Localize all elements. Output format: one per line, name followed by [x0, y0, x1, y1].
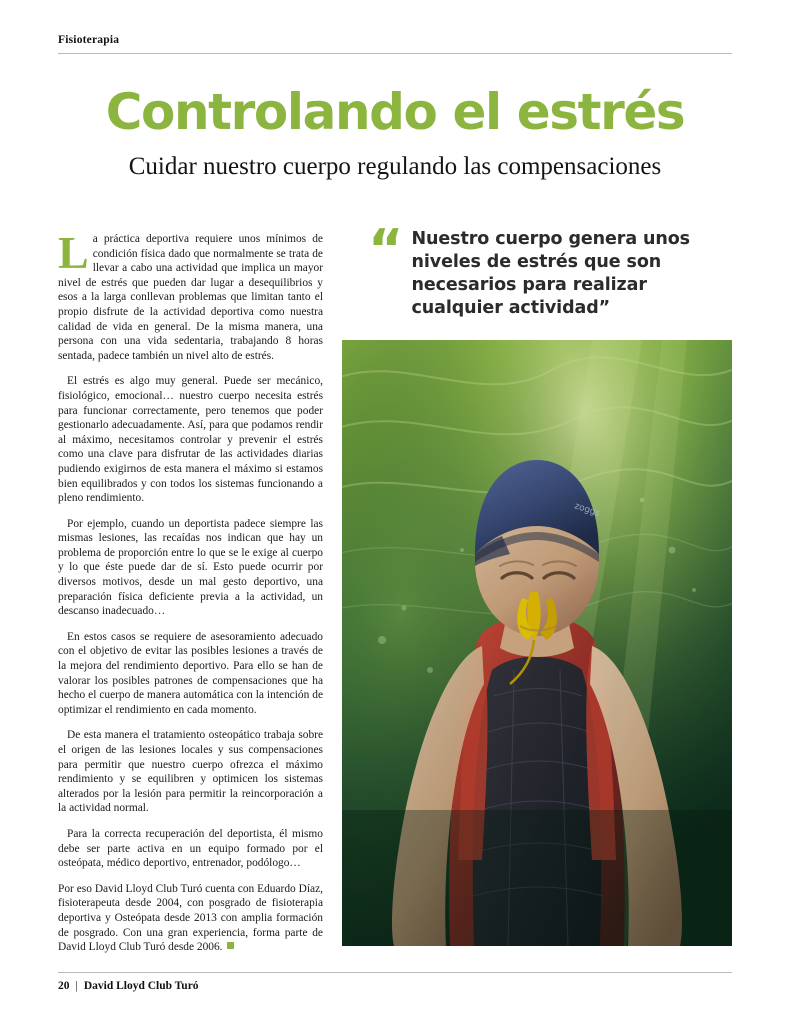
page-header	[58, 34, 732, 54]
end-mark-square	[227, 942, 234, 949]
body-paragraph-5: De esta manera el tratamiento osteopático trabaja sobre el origen de las lesiones locales y sus compensaciones para permitir que nuestro cuerpo ofrezca el máximo rendimiento y se equilibren y optimicen los sistemas alterados por la lesión para permitir la reincorporación a la actividad normal.	[58, 729, 323, 815]
page-footer	[58, 972, 732, 992]
body-paragraph-4: En estos casos se requiere de asesoramiento adecuado con el objetivo de evitar las posibles lesiones a través de la mejora del rendimiento deportivo. Para ello se han de valorar los posibles patrones de compensaciones que ha hecho el cuerpo de manera automática con la intención de optimizar el rendimiento en cada momento.	[58, 630, 323, 716]
footer-brand: David Lloyd Club Turó	[83, 980, 199, 992]
article-subtitle: Cuidar nuestro cuerpo regulando las compensaciones	[128, 153, 662, 180]
body-paragraph-7	[58, 882, 323, 955]
body-paragraph-1	[58, 227, 323, 363]
pull-quote	[368, 218, 732, 320]
section-label: Fisioterapia	[58, 34, 120, 46]
svg-text:zoggs: zoggs	[573, 501, 602, 519]
footer-divider	[58, 972, 732, 973]
body-paragraph-2: El estrés es algo muy general. Puede ser mecánico, fisiológico, emocional… nuestro cuerpo necesita estrés para funcionar correctamente, pero tenemos que poder gestionarlo adecuadamente. Así, para que podamos rendir al máximo, necesitamos controlar y prevenir el estrés como una clave para disfrutar de las actividades diarias pudiendo exigirnos de esta manera el máximo si estamos bien equilibrados y con todos los sistemas funcionando a pleno rendimiento.	[58, 375, 323, 505]
article-title: Controlando el estrés	[105, 83, 685, 141]
footer-content	[58, 980, 732, 992]
article-photo	[342, 340, 732, 946]
drop-cap: L	[58, 227, 89, 278]
paragraph-text: Por eso David Lloyd Club Turó cuenta con Eduardo Díaz, fisioterapeuta desde 2004, con posgrado de fisioterapia deportiva y Osteópata desde 2013 con amplia formación de posgrado. Con una gran experiencia, forma parte de David Lloyd Club Turó desde 2006.	[58, 882, 323, 954]
underwater-swimmer-illustration	[342, 340, 732, 946]
article-body-column	[58, 227, 323, 966]
paragraph-text: a práctica deportiva requiere unos mínimos de condición física dado que normalmente se trata de llevar a cabo una actividad que implica un mayor nivel de estrés que pueden dar lugar a desequilibrios y esos a la larga conllevan problemas que limitan tanto el propio disfrute de la actividad deportiva como nuestra calidad de vida en general. De la misma manera, una persona con una vida sedentaria, trabajando 8 horas sentada, padece también un nivel alto de estrés.	[58, 233, 323, 362]
footer-separator: |	[75, 980, 78, 992]
header-divider	[58, 53, 732, 54]
body-paragraph-6: Para la correcta recuperación del deportista, él mismo debe ser parte activa en un equipo formado por el osteópata, médico deportivo, entrenador, podólogo…	[58, 827, 323, 870]
page-number: 20	[58, 980, 70, 992]
quote-mark-icon: “	[368, 218, 404, 281]
body-paragraph-3: Por ejemplo, cuando un deportista padece siempre las mismas lesiones, las recaídas nos indican que hay un problema de proporción entre lo que se le exige al cuerpo y lo que éste puede dar de sí. Esto puede ocurrir por diversos motivos, desde un mal gesto deportivo, una preparación física deficiente previa a la actividad, un descanso inadecuado…	[58, 517, 323, 618]
pull-quote-text: Nuestro cuerpo genera unos niveles de estrés que son necesarios para realizar cualquier actividad”	[411, 229, 690, 318]
